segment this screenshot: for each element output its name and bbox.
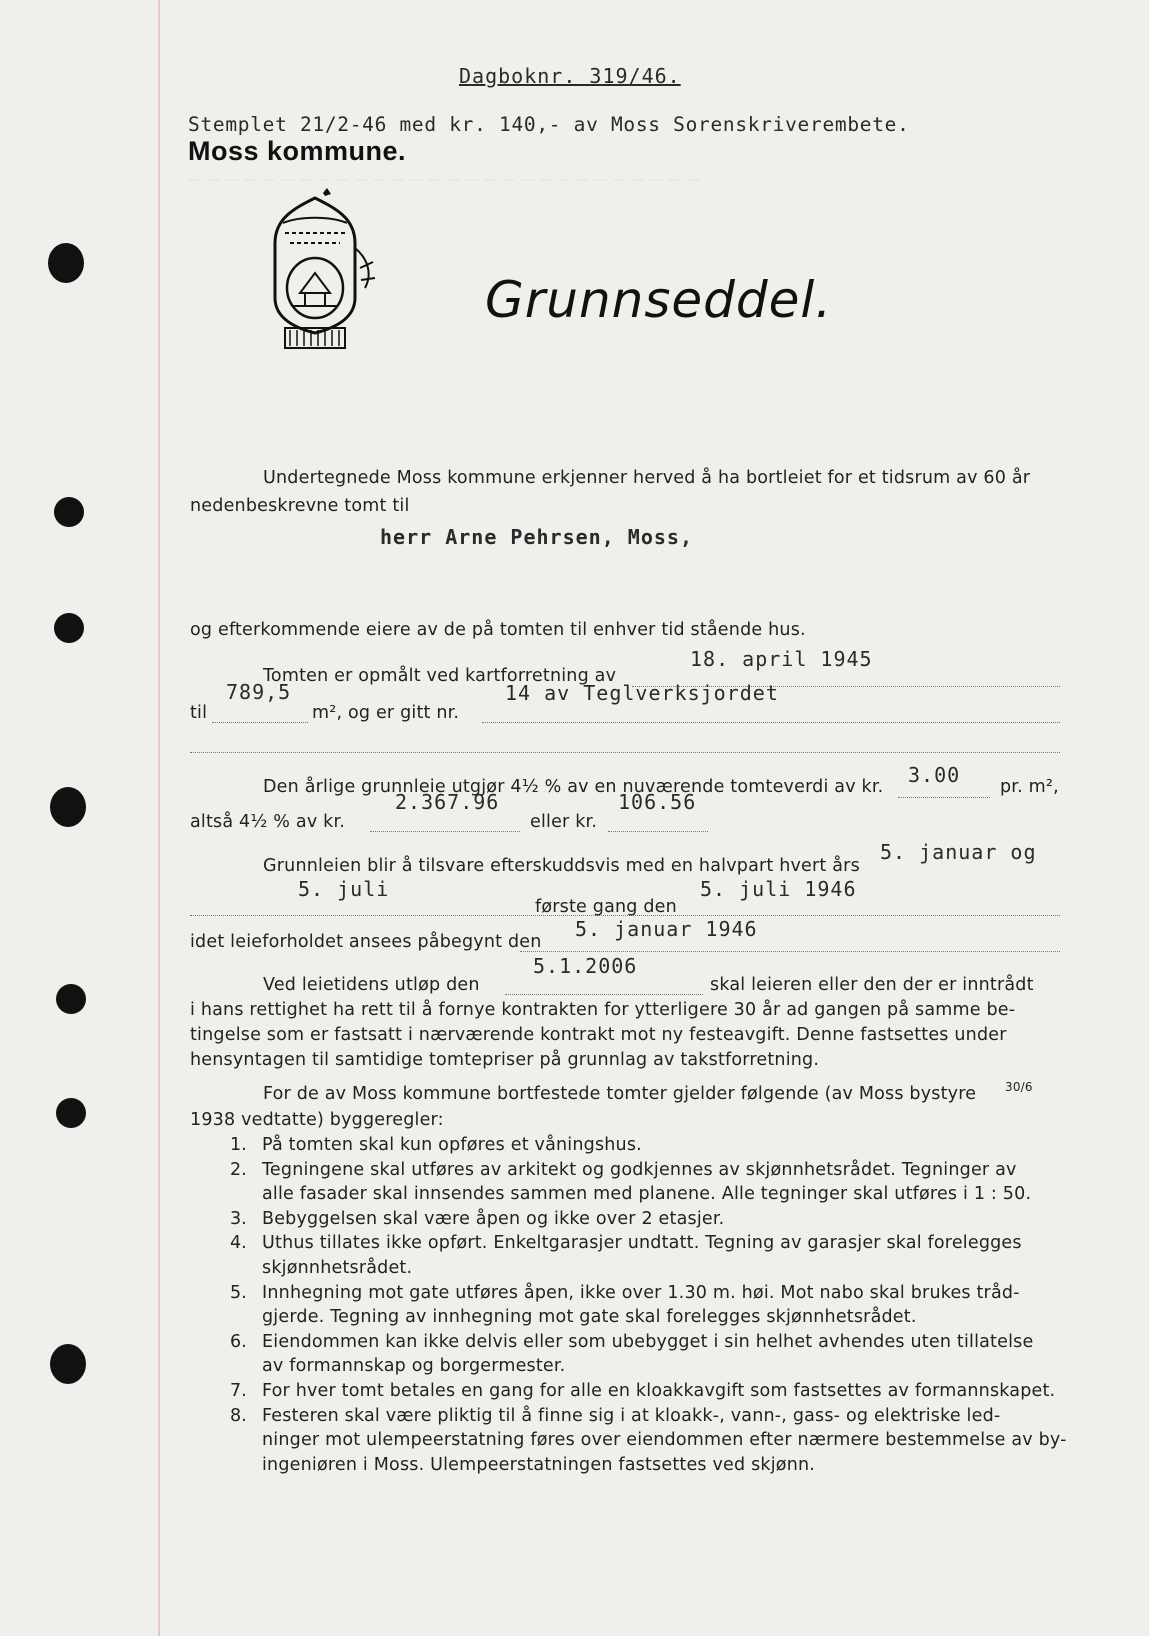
rule-text-line: Bebyggelsen skal være åpen og ikke over 2 etasjer. bbox=[262, 1208, 725, 1229]
rule-number: 3. bbox=[230, 1208, 247, 1229]
rule-text-line: Eiendommen kan ikke delvis eller som ubebygget i sin helhet avhendes uten tillatelse bbox=[262, 1331, 1034, 1352]
rent-amount: 106.56 bbox=[618, 790, 697, 814]
rule-text-line: Uthus tillates ikke opført. Enkeltgarasjer undtatt. Tegning av garasjer skal forelegges bbox=[262, 1233, 1022, 1254]
start-label: idet leieforholdet ansees påbegynt den bbox=[190, 932, 542, 952]
first-payment-label: første gang den bbox=[535, 897, 677, 917]
document-title: Grunnseddel. bbox=[485, 271, 833, 329]
rule-text-line: gjerde. Tegning av innhegning mot gate skal forelegges skjønnhetsrådet. bbox=[262, 1307, 917, 1328]
rules-intro-1: For de av Moss kommune bortfestede tomter gjelder følgende (av Moss bystyre bbox=[263, 1084, 977, 1104]
rule-text-line: skjønnhetsrådet. bbox=[262, 1258, 413, 1278]
measured-date: 18. april 1945 bbox=[690, 647, 873, 671]
first-payment-date: 5. juli 1946 bbox=[700, 877, 857, 901]
payment-label: Grunnleien blir å tilsvare efterskuddsvis med en halvpart hvert års bbox=[263, 856, 860, 876]
punch-hole bbox=[50, 1344, 86, 1384]
expiry-rest: skal leieren eller den der er inntrådt bbox=[710, 975, 1034, 995]
rule-number: 5. bbox=[230, 1282, 247, 1303]
lot-number: 14 av Teglverksjordet bbox=[505, 681, 779, 705]
renew-line-4: hensyntagen til samtidige tomtepriser på grunnlag av takstforretning. bbox=[190, 1050, 820, 1070]
rule-text-line: ingeniøren i Moss. Ulempeerstatningen fastsettes ved skjønn. bbox=[262, 1454, 816, 1475]
rules-intro-date: 30/6 bbox=[1005, 1080, 1033, 1094]
renew-line-3: tingelse som er fastsatt i nærværende kontrakt mot ny festeavgift. Denne fastsettes under bbox=[190, 1025, 1007, 1045]
renew-line-2: i hans rettighet ha rett til å fornye kontrakten for ytterligere 30 år ad gangen på samme be- bbox=[190, 1000, 1016, 1020]
altsa-label: altså 4½ % av kr. bbox=[190, 812, 346, 832]
til-label: til bbox=[190, 703, 208, 723]
rule-text-line: For hver tomt betales en gang for alle en kloakkavgift som fastsettes av formannskapet. bbox=[262, 1381, 1056, 1401]
payment-dates-2: 5. juli bbox=[298, 877, 390, 901]
punch-hole bbox=[56, 984, 86, 1014]
rate-value: 3.00 bbox=[908, 763, 961, 787]
municipal-seal-icon bbox=[255, 188, 385, 353]
lessee-name: herr Arne Pehrsen, Moss, bbox=[380, 525, 693, 549]
rule-text-line: På tomten skal kun opføres et våningshus. bbox=[262, 1135, 642, 1155]
start-date-line bbox=[520, 951, 1060, 952]
rent-label: Den årlige grunnleie utgjør 4½ % av en nuværende tomteverdi av kr. bbox=[263, 777, 884, 797]
stamp-line: Stemplet 21/2-46 med kr. 140,- av Moss Sorenskriverembete. bbox=[188, 113, 910, 136]
rules-intro-2: 1938 vedtatte) byggeregler: bbox=[190, 1110, 444, 1130]
blank-line bbox=[190, 752, 1060, 753]
rule-text-line: Festeren skal være pliktig til å finne sig i at kloakk-, vann-, gass- og elektriske led- bbox=[262, 1405, 1001, 1426]
rule-text-line: av formannskap og borgermester. bbox=[262, 1356, 566, 1377]
rate-line bbox=[898, 797, 990, 798]
value-total-line bbox=[370, 831, 520, 832]
area-line bbox=[212, 722, 308, 723]
rule-text-line: alle fasader skal innsendes sammen med planene. Alle tegninger skal utføres i 1 : 50. bbox=[262, 1184, 1032, 1205]
payment-dates-1: 5. januar og bbox=[880, 840, 1037, 864]
show-through-text: — — — — — — — — — — — — — — — — — — — — — — — — — — — — bbox=[188, 172, 701, 188]
rule-number: 1. bbox=[230, 1135, 247, 1155]
expiry-label: Ved leietidens utløp den bbox=[263, 975, 480, 995]
rule-number: 2. bbox=[230, 1159, 247, 1180]
punch-hole bbox=[54, 497, 84, 527]
dagbok-number: Dagboknr. 319/46. bbox=[459, 64, 681, 88]
punch-hole bbox=[54, 613, 84, 643]
intro-line-2: nedenbeskrevne tomt til bbox=[190, 496, 410, 516]
intro-line-1: Undertegnede Moss kommune erkjenner herved å ha bortleiet for et tidsrum av 60 år bbox=[263, 468, 1031, 488]
rule-number: 6. bbox=[230, 1331, 247, 1352]
eller-label: eller kr. bbox=[530, 812, 598, 832]
rate-unit-label: pr. m², bbox=[1000, 777, 1059, 797]
start-date: 5. januar 1946 bbox=[575, 917, 758, 941]
punch-hole bbox=[56, 1098, 86, 1128]
kommune-heading: Moss kommune. bbox=[188, 136, 407, 166]
rule-text-line: ninger mot ulempeerstatning føres over eiendommen efter nærmere bestemmelse av by- bbox=[262, 1430, 1067, 1451]
heirs-line: og efterkommende eiere av de på tomten til enhver tid stående hus. bbox=[190, 620, 806, 640]
rule-number: 8. bbox=[230, 1405, 247, 1426]
rule-number: 7. bbox=[230, 1381, 247, 1401]
value-total: 2.367.96 bbox=[395, 790, 500, 814]
margin-line bbox=[158, 0, 160, 1636]
lot-number-line bbox=[482, 722, 1060, 723]
expiry-date: 5.1.2006 bbox=[533, 954, 638, 978]
punch-hole bbox=[48, 243, 84, 283]
area-value: 789,5 bbox=[226, 680, 292, 704]
rule-text-line: Tegningene skal utføres av arkitekt og godkjennes av skjønnhetsrådet. Tegninger av bbox=[262, 1159, 1017, 1180]
measured-label: Tomten er opmålt ved kartforretning av bbox=[263, 666, 617, 686]
punch-hole bbox=[50, 787, 86, 827]
rule-number: 4. bbox=[230, 1233, 247, 1254]
area-unit-label: m², og er gitt nr. bbox=[312, 703, 460, 723]
rule-text-line: Innhegning mot gate utføres åpen, ikke over 1.30 m. høi. Mot nabo skal brukes tråd- bbox=[262, 1282, 1020, 1303]
rent-amount-line bbox=[608, 831, 708, 832]
expiry-date-line bbox=[505, 994, 703, 995]
